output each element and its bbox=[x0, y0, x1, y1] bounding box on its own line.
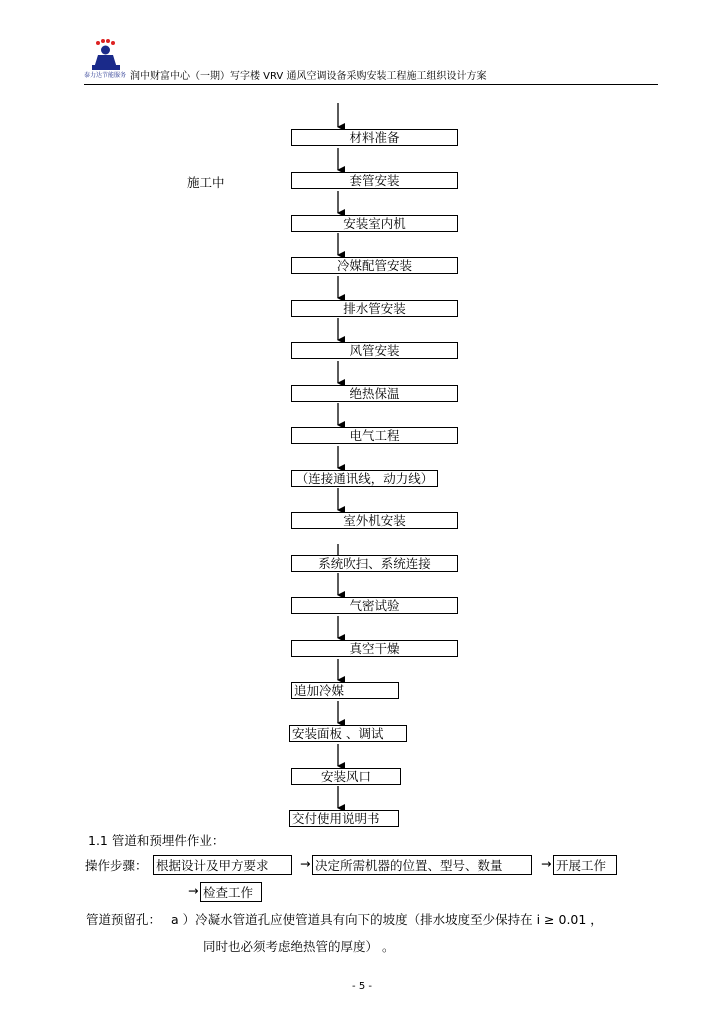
flow-step-system-flush: 系统吹扫、系统连接 bbox=[291, 555, 458, 572]
flow-step-material-prep: 材料准备 bbox=[291, 129, 458, 146]
step-arrow-3: → bbox=[188, 883, 199, 898]
step-arrow-2: → bbox=[541, 856, 552, 871]
document-header-title: 润中财富中心（一期）写字楼 VRV 通风空调设备采购安装工程施工组织设计方案 bbox=[130, 71, 487, 82]
page-number: - 5 - bbox=[352, 981, 372, 992]
flow-step-air-duct: 风管安装 bbox=[291, 342, 458, 359]
paragraph-label: 管道预留孔： bbox=[86, 912, 162, 927]
logo-caption: 泰力达节能服务 bbox=[84, 72, 127, 79]
flow-step-vent-install: 安装风口 bbox=[291, 768, 401, 785]
flow-step-airtight-test: 气密试验 bbox=[291, 597, 458, 614]
phase-label: 施工中 bbox=[187, 175, 225, 190]
step-decide-equipment: 决定所需机器的位置、型号、数量 bbox=[312, 855, 532, 875]
flow-step-insulation: 绝热保温 bbox=[291, 385, 458, 402]
flow-step-refrigerant-piping: 冷媒配管安装 bbox=[291, 257, 458, 274]
paragraph-line-2: 同时也必须考虑绝热管的厚度） 。 bbox=[203, 939, 395, 954]
step-design-requirements: 根据设计及甲方要求 bbox=[153, 855, 292, 875]
flow-step-sleeve-install: 套管安装 bbox=[291, 172, 458, 189]
step-start-work: 开展工作 bbox=[553, 855, 617, 875]
section-heading: 1.1 管道和预埋件作业： bbox=[88, 833, 225, 848]
flow-step-add-refrigerant: 追加冷媒 bbox=[291, 682, 399, 699]
paragraph-line-1: a ）冷凝水管道孔应使管道具有向下的坡度（排水坡度至少保持在 i ≥ 0.01 ， bbox=[171, 912, 603, 927]
flow-step-electrical: 电气工程 bbox=[291, 427, 458, 444]
flow-step-delivery-manual: 交付使用说明书 bbox=[289, 810, 399, 827]
step-inspect-work: 检查工作 bbox=[200, 882, 262, 902]
flow-step-vacuum-dry: 真空干燥 bbox=[291, 640, 458, 657]
flow-step-indoor-unit: 安装室内机 bbox=[291, 215, 458, 232]
flow-step-panel-debug: 安装面板 、调试 bbox=[289, 725, 407, 742]
flow-step-drain-pipe: 排水管安装 bbox=[291, 300, 458, 317]
step-arrow-1: → bbox=[300, 856, 311, 871]
steps-label: 操作步骤： bbox=[85, 858, 148, 873]
flow-step-outdoor-unit: 室外机安装 bbox=[291, 512, 458, 529]
flow-step-wiring: （连接通讯线，动力线） bbox=[291, 470, 438, 487]
